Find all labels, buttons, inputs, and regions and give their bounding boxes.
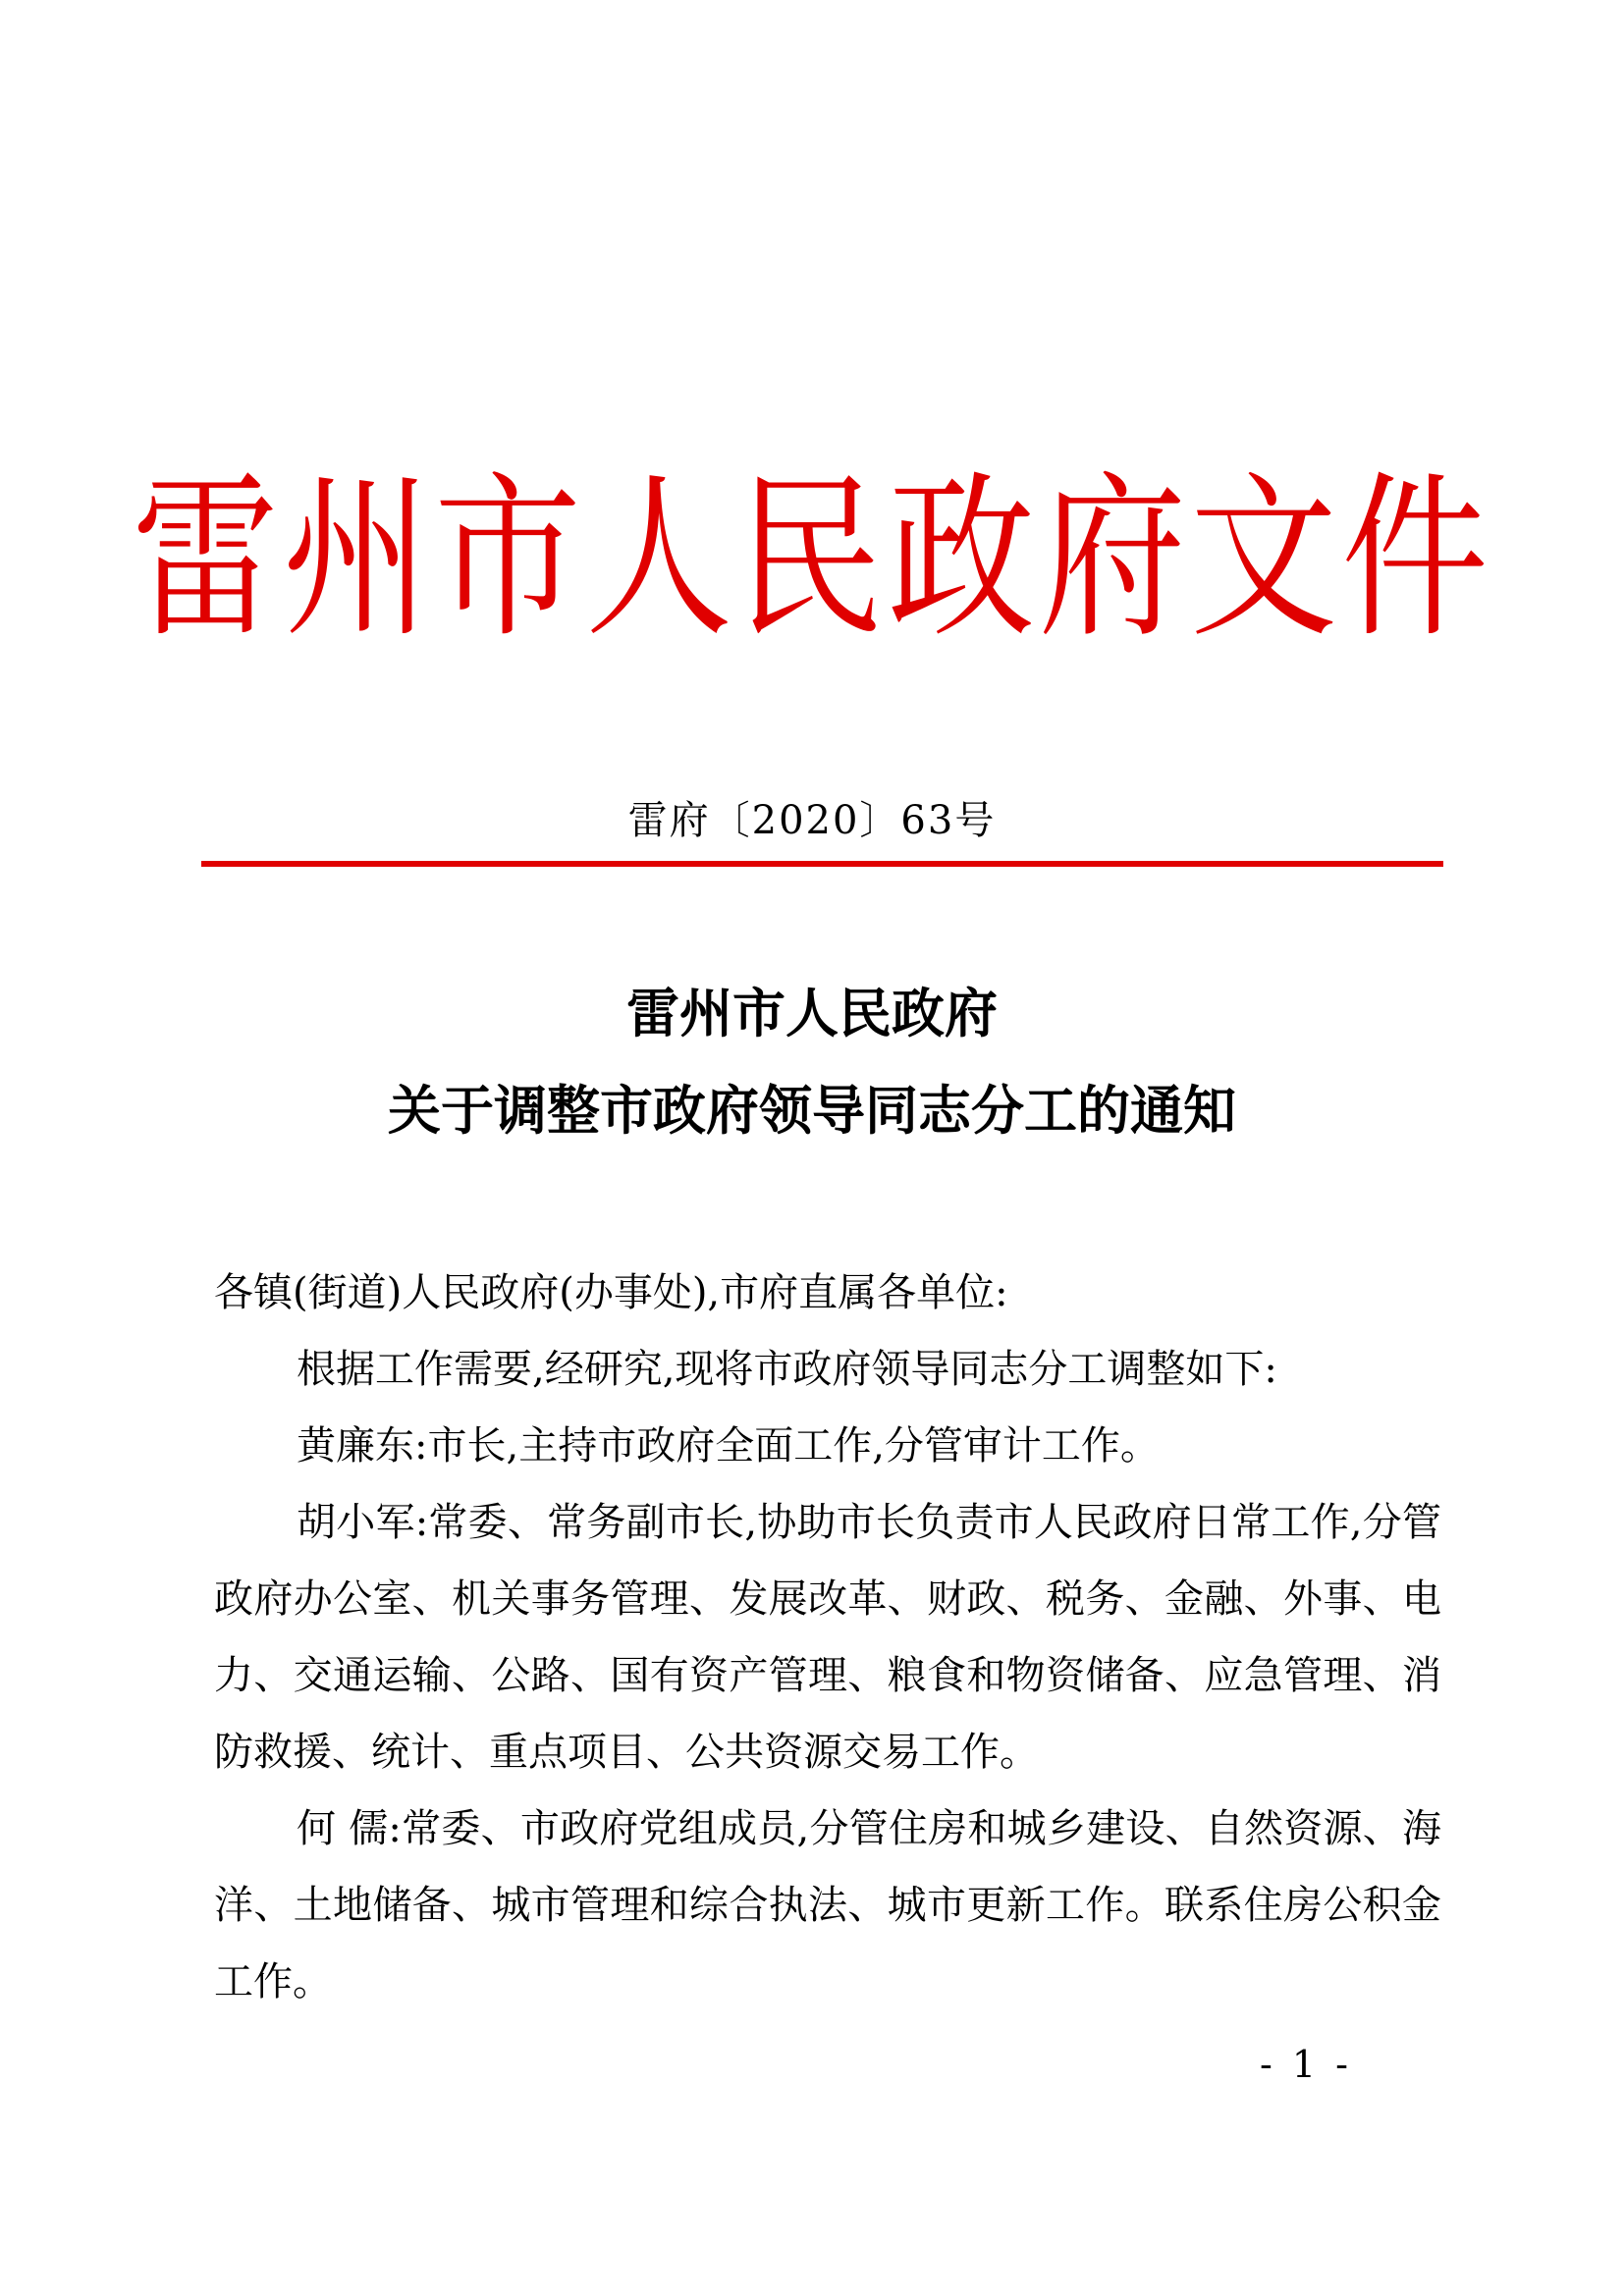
red-divider-line xyxy=(201,861,1443,867)
notice-body xyxy=(214,1255,1441,2020)
document-number: 雷府〔2020〕63号 xyxy=(627,798,997,843)
salutation: 各镇(街道)人民政府(办事处),市府直属各单位: xyxy=(214,1270,1008,1315)
assignment-paragraph: 胡小军:常委、常务副市长,协助市长负责市人民政府日常工作,分管政府办公室、机关事务管理、发展改革、财政、税务、金融、外事、电力、交通运输、公路、国有资产管理、粮食和物资储备、应急管理、消防救援、统计、重点项目、公共资源交易工作。 xyxy=(214,1500,1441,1775)
notice-title-line-2: 关于调整市政府领导同志分工的通知 xyxy=(388,1079,1236,1142)
notice-title-line-1: 雷州市人民政府 xyxy=(626,982,998,1044)
assignment-paragraph: 黄廉东:市长,主持市政府全面工作,分管审计工作。 xyxy=(297,1423,1160,1468)
page-number: - 1 - xyxy=(1260,2043,1353,2086)
assignment-paragraph: 何 儒:常委、市政府党组成员,分管住房和城乡建设、自然资源、海洋、土地储备、城市管理和综合执法、城市更新工作。联系住房公积金工作。 xyxy=(214,1806,1441,2004)
masthead-title: 雷州市人民政府文件 xyxy=(131,456,1492,663)
intro-paragraph: 根据工作需要,经研究,现将市政府领导同志分工调整如下: xyxy=(297,1347,1277,1392)
